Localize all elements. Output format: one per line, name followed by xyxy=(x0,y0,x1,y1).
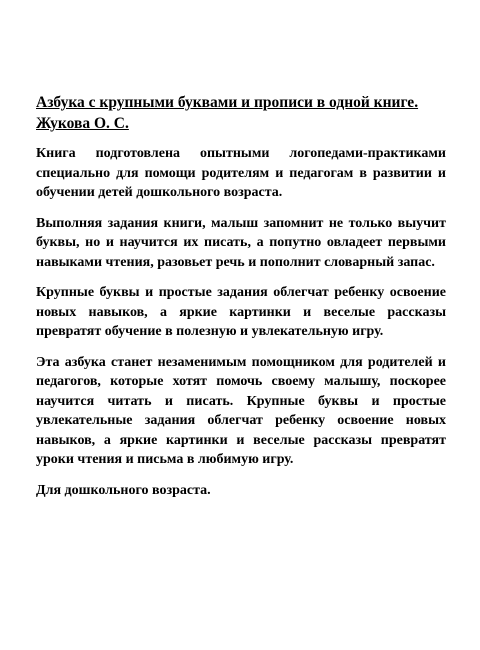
paragraph-letters: Крупные буквы и простые задания облегчат ребенку освоение новых навыков, а яркие картинки и веселые рассказы превратят обучение в полезную и увлекательную игру. xyxy=(36,285,446,339)
paragraph-helper: Эта азбука станет незаменимым помощником для родителей и педагогов, которые хотят помочь своему малышу, поскорее научится читать и писать. Крупные буквы и простые увлекательные задания облегчат ребенку освоение новых навыков, а яркие картинки и веселые рассказы превратят уроки чтения и письма в любимую игру. xyxy=(36,354,446,467)
paragraph-learning: Выполняя задания книги, малыш запомнит не только выучит буквы, но и научится их писать, а попутно овладеет первыми навыками чтения, разовьет речь и пополнит словарный запас. xyxy=(36,215,446,270)
paragraph-age: Для дошкольного возраста. xyxy=(36,482,211,498)
paragraph-intro: Книга подготовлена опытными логопедами-практиками специально для помощи родителям и педагогам в развитии и обучении детей дошкольного возраста. xyxy=(36,146,446,200)
document-page xyxy=(36,92,446,500)
book-title: Азбука с крупными буквами и прописи в одной книге. Жукова О. С. xyxy=(36,94,419,132)
